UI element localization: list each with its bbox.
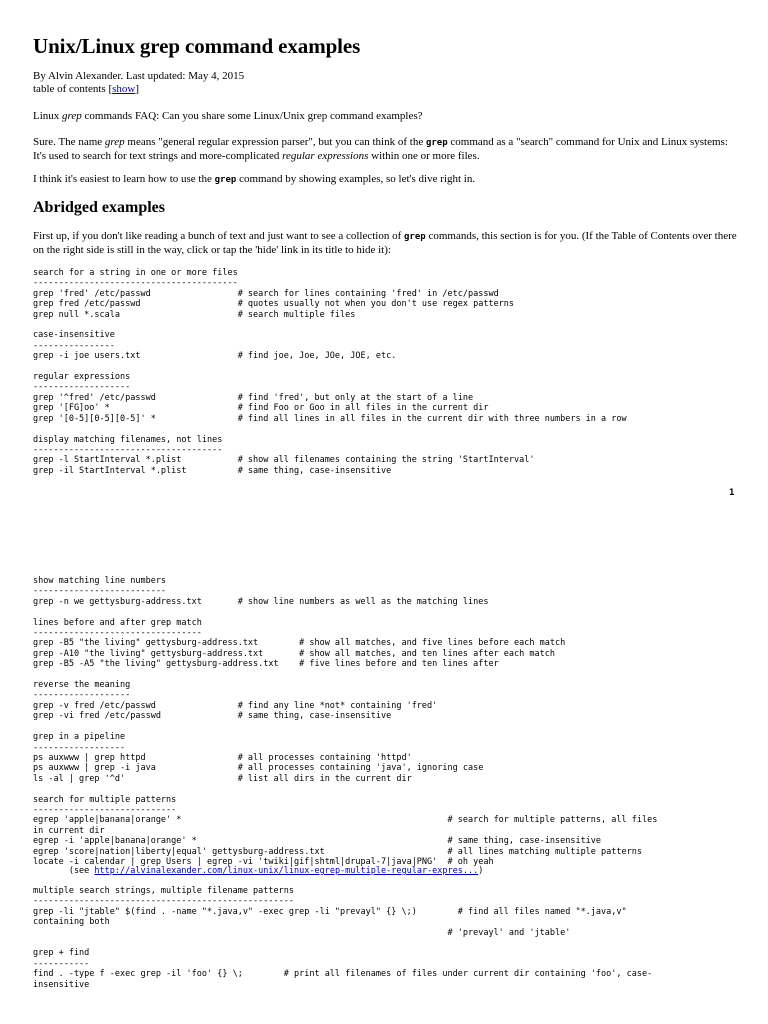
faq-paragraph: Linux grep commands FAQ: Can you share some Linux/Unix grep command examples? (33, 110, 423, 122)
article-meta (33, 70, 244, 96)
see-also-line: (see http://alvinalexander.com/linux-unix/linux-egrep-multiple-regular-expres...) (33, 866, 484, 876)
toc-show-link[interactable]: show (112, 83, 136, 95)
code-block-find-examples: multiple search strings, multiple filename patterns --------------------------------------------------- grep -li "jtable" $(find . -name "*.java,v" -exec grep -li "prevayl" {} \;) # find all files named "*.java,v" containing both # 'prevayl' and 'jtable' grep + find ----------- find . -type f -exec grep -il 'foo' {} \; # print all filenames of files under current dir containing 'foo', case- insensitive (33, 886, 653, 990)
egrep-reference-link[interactable]: http://alvinalexander.com/linux-unix/linux-egrep-multiple-regular-expres... (94, 866, 479, 876)
abridged-intro-paragraph: First up, if you don't like reading a bunch of text and just want to see a collection of grep commands, this section is for you. (If the Table of Contents over there on the right side is still in the way, click or tap the 'hide' link in its title to hide it): (33, 230, 737, 256)
byline: By Alvin Alexander. Last updated: May 4, 2015 (33, 70, 245, 82)
dive-in-paragraph: I think it's easiest to learn how to use the grep command by showing examples, so let's dive right in. (33, 173, 476, 185)
code-block-basic-examples: search for a string in one or more files ---------------------------------------- grep 'fred' /etc/passwd # search for lines containing 'fred' in /etc/passwd grep fred /etc/passwd # quotes usually not when you don't use regex patterns grep null *.scala # search multiple files case-insensitive ---------------- grep -i joe users.txt # find joe, Joe, JOe, JOE, etc. regular expressions ------------------- grep '^fred' /etc/passwd # find 'fred', but only at the start of a line grep '[FG]oo' * # find Foo or Goo in all files in the current dir grep '[0-5][0-5][0-5]' * # find all lines in all files in the current dir with three numbers in a row display matching filenames, not lines ------------------------------------- grep -l StartInterval *.plist # show all filenames containing the string 'StartInterval' grep -il StartInterval *.plist # same thing, case-insensitive (33, 268, 627, 476)
page-title: Unix/Linux grep command examples (33, 34, 361, 58)
section-heading-abridged: Abridged examples (33, 199, 165, 216)
code-block-more-examples: show matching line numbers -------------------------- grep -n we gettysburg-address.txt # show line numbers as well as the matching lines lines before and after grep match --------------------------------- grep -B5 "the living" gettysburg-address.txt # show all matches, and five lines before each match grep -A10 "the living" gettysburg-address.txt # show all matches, and ten lines after each match grep -B5 -A5 "the living" gettysburg-address.txt # five lines before and ten lines after reverse the meaning ------------------- grep -v fred /etc/passwd # find any line *not* containing 'fred' grep -vi fred /etc/passwd # same thing, case-insensitive grep in a pipeline ------------------ ps auxwww | grep httpd # all processes containing 'httpd' ps auxwww | grep -i java # all processes containing 'java', ignoring case ls -al | grep '^d' # list all dirs in the current dir search for multiple patterns ---------------------------- egrep 'apple|banana|orange' * # search for multiple patterns, all files in current dir egrep -i 'apple|banana|orange' * # same thing, case-insensitive egrep 'score|nation|liberty|equal' gettysburg-address.txt # all lines matching multiple patterns locate -i calendar | grep Users | egrep -vi 'twiki|gif|shtml|drupal-7|java|PNG' # oh yeah (33, 576, 658, 867)
page-number: 1 (729, 488, 735, 498)
table-of-contents-line: table of contents [show] (33, 83, 140, 95)
intro-paragraph: Sure. The name grep means "general regular expression parser", but you can think of the grep command as a "search" command for Unix and Linux systems: It's used to search for text strings and more-complicated regular expressions within one or more files. (33, 136, 728, 162)
